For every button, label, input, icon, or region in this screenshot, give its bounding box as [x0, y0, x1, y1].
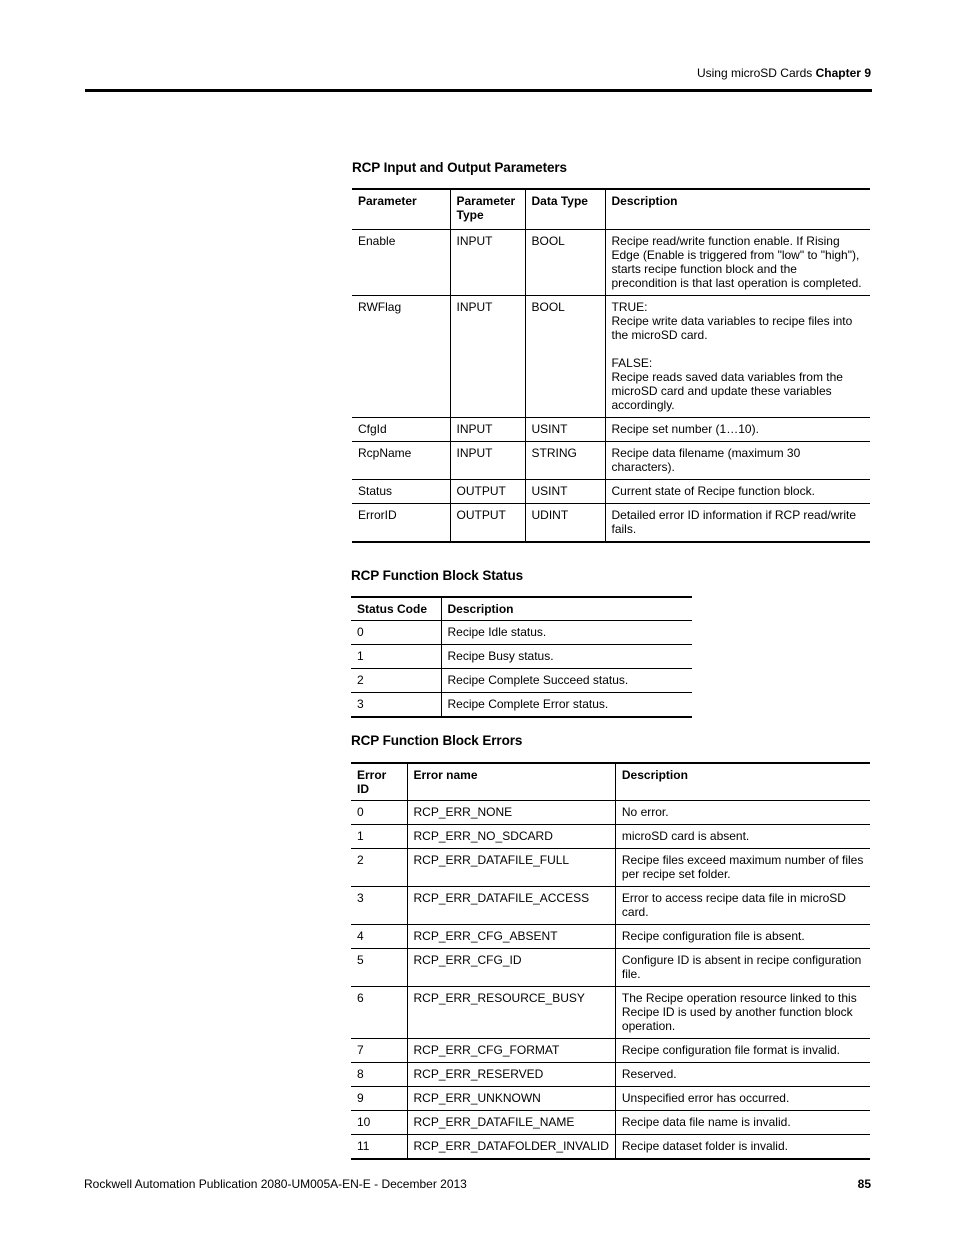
table-cell: 5	[357, 953, 364, 967]
io-table-caption: RCP Input and Output Parameters	[352, 160, 567, 175]
table-row	[351, 987, 870, 1039]
table-cell: Configure ID is absent in recipe configuration file.	[615, 949, 870, 987]
table-cell: RCP_ERR_RESOURCE_BUSY	[407, 987, 615, 1039]
column-header: Description	[615, 763, 870, 801]
table-cell: Recipe configuration file is absent.	[615, 925, 870, 949]
table-cell: RCP_ERR_DATAFILE_ACCESS	[407, 887, 615, 925]
table-row	[351, 949, 870, 987]
table-row	[351, 887, 870, 925]
table-cell: RCP_ERR_NO_SDCARD	[407, 825, 615, 849]
table-cell: RWFlag	[358, 300, 402, 314]
table-cell: 0	[357, 625, 364, 639]
table-cell: microSD card is absent.	[615, 825, 870, 849]
table-row	[352, 480, 870, 504]
table-cell: 6	[357, 991, 364, 1005]
table-cell: Recipe set number (1…10).	[605, 418, 870, 442]
table-row	[351, 801, 870, 825]
table-header-row	[351, 597, 692, 621]
table-cell: 3	[357, 697, 364, 711]
table-cell: 1	[357, 649, 364, 663]
table-cell: 3	[357, 891, 364, 905]
table-cell: 0	[357, 805, 364, 819]
table-cell: RCP_ERR_DATAFILE_NAME	[407, 1111, 615, 1135]
table-row	[352, 418, 870, 442]
table-cell: 10	[357, 1115, 371, 1129]
table-cell: ErrorID	[358, 508, 397, 522]
table-cell: BOOL	[525, 230, 605, 296]
io-parameters-table	[352, 188, 870, 543]
table-row	[351, 1039, 870, 1063]
table-row	[351, 925, 870, 949]
column-header: Description	[605, 189, 870, 230]
column-header: Data Type	[525, 189, 605, 230]
table-row	[351, 1087, 870, 1111]
table-cell: 2	[357, 853, 364, 867]
table-cell: INPUT	[450, 418, 525, 442]
table-cell: RCP_ERR_DATAFILE_FULL	[407, 849, 615, 887]
table-cell: RCP_ERR_CFG_ID	[407, 949, 615, 987]
column-header: Error name	[407, 763, 615, 801]
column-header: Error ID	[351, 763, 407, 801]
table-cell: RCP_ERR_CFG_ABSENT	[407, 925, 615, 949]
table-header-row	[351, 763, 870, 801]
table-row	[351, 1111, 870, 1135]
table-cell: BOOL	[525, 296, 605, 418]
table-cell: 9	[357, 1091, 364, 1105]
table-cell: Status	[358, 484, 393, 498]
table-row	[351, 621, 692, 645]
table-row	[351, 645, 692, 669]
table-cell: Enable	[358, 234, 396, 248]
table-cell: UDINT	[525, 504, 605, 543]
table-row	[352, 230, 870, 296]
table-cell: RcpName	[358, 446, 412, 460]
table-row	[351, 1063, 870, 1087]
table-row	[351, 849, 870, 887]
table-cell: Recipe Complete Error status.	[441, 693, 692, 718]
table-cell: INPUT	[450, 230, 525, 296]
status-table	[351, 596, 692, 718]
table-cell: Recipe configuration file format is invalid.	[615, 1039, 870, 1063]
header-rule	[85, 89, 872, 92]
table-cell: INPUT	[450, 442, 525, 480]
table-cell: Recipe data file name is invalid.	[615, 1111, 870, 1135]
table-cell: 7	[357, 1043, 364, 1057]
table-cell: Recipe Complete Succeed status.	[441, 669, 692, 693]
table-cell: Current state of Recipe function block.	[605, 480, 870, 504]
table-row	[351, 669, 692, 693]
footer-publication: Rockwell Automation Publication 2080-UM005A-EN-E - December 2013	[84, 1177, 467, 1191]
table-cell: 1	[357, 829, 364, 843]
header-chapter: Chapter 9	[815, 66, 871, 80]
table-cell: 4	[357, 929, 364, 943]
table-cell: Unspecified error has occurred.	[615, 1087, 870, 1111]
table-cell: Recipe files exceed maximum number of files per recipe set folder.	[615, 849, 870, 887]
errors-table-caption: RCP Function Block Errors	[351, 733, 523, 748]
table-cell: OUTPUT	[450, 504, 525, 543]
table-cell: USINT	[525, 480, 605, 504]
table-row	[351, 693, 692, 718]
table-cell: Recipe dataset folder is invalid.	[615, 1135, 870, 1160]
table-cell: RCP_ERR_UNKNOWN	[407, 1087, 615, 1111]
table-cell: Recipe Idle status.	[441, 621, 692, 645]
table-cell: RCP_ERR_DATAFOLDER_INVALID	[407, 1135, 615, 1160]
column-header: Status Code	[351, 597, 441, 621]
table-row	[352, 504, 870, 543]
table-cell: Recipe data filename (maximum 30 characters).	[605, 442, 870, 480]
table-cell: TRUE: Recipe write data variables to recipe files into the microSD card. FALSE: Recipe reads saved data variables from the microSD card and update these variables accordingly.	[605, 296, 870, 418]
running-header	[697, 66, 871, 80]
table-cell: RCP_ERR_CFG_FORMAT	[407, 1039, 615, 1063]
table-cell: CfgId	[358, 422, 387, 436]
table-cell: 2	[357, 673, 364, 687]
table-cell: Error to access recipe data file in microSD card.	[615, 887, 870, 925]
table-row	[351, 1135, 870, 1160]
table-cell: INPUT	[450, 296, 525, 418]
errors-table	[351, 762, 870, 1160]
table-cell: USINT	[525, 418, 605, 442]
table-cell: STRING	[525, 442, 605, 480]
table-cell: Recipe read/write function enable. If Rising Edge (Enable is triggered from "low" to "high"), starts recipe function block and the precondition is that last operation is completed.	[605, 230, 870, 296]
table-cell: The Recipe operation resource linked to this Recipe ID is used by another function block operation.	[615, 987, 870, 1039]
table-cell: Recipe Busy status.	[441, 645, 692, 669]
table-row	[352, 442, 870, 480]
table-cell: 11	[357, 1139, 370, 1153]
table-header-row	[352, 189, 870, 230]
column-header: Parameter	[352, 189, 450, 230]
table-cell: Reserved.	[615, 1063, 870, 1087]
table-cell: RCP_ERR_RESERVED	[407, 1063, 615, 1087]
table-cell: OUTPUT	[450, 480, 525, 504]
table-row	[351, 825, 870, 849]
header-section: Using microSD Cards	[696, 66, 813, 80]
table-cell: No error.	[615, 801, 870, 825]
column-header: Description	[441, 597, 692, 621]
table-row	[352, 296, 870, 418]
column-header: Parameter Type	[450, 189, 525, 230]
table-cell: Detailed error ID information if RCP read/write fails.	[605, 504, 870, 543]
page-number: 85	[857, 1177, 871, 1191]
table-cell: RCP_ERR_NONE	[407, 801, 615, 825]
table-cell: 8	[357, 1067, 364, 1081]
status-table-caption: RCP Function Block Status	[351, 568, 524, 583]
